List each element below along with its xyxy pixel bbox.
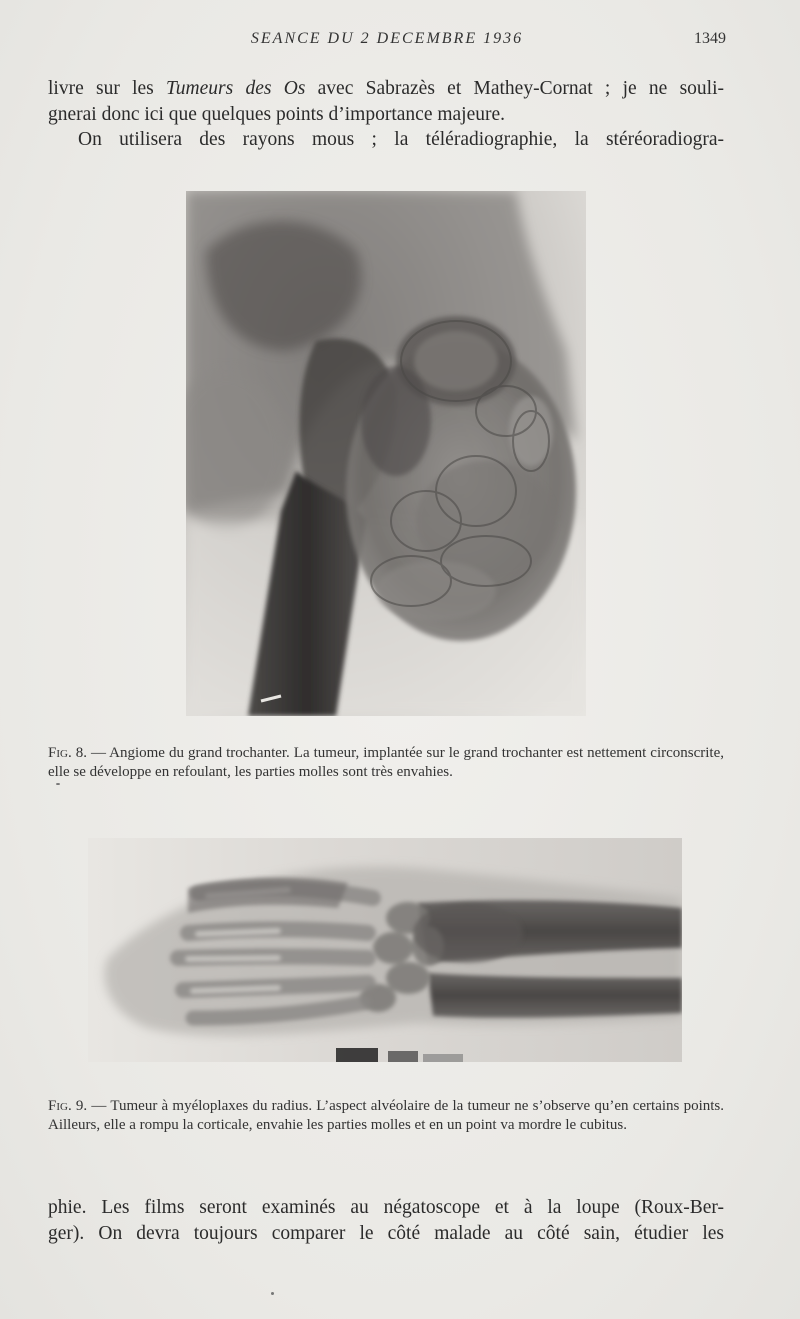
text-line: ger). On devra toujours comparer le côté malade au côté sain, étudier les <box>48 1222 724 1244</box>
running-header <box>48 30 726 52</box>
figure-9-image <box>88 838 682 1062</box>
page-number: 1349 <box>694 30 726 47</box>
caption-label: Fig. 8. — <box>48 745 106 761</box>
top-paragraph <box>48 76 724 153</box>
print-speck <box>56 783 60 785</box>
text-line: livre sur les Tumeurs des Os avec Sabrazès et Mathey-Cornat ; je ne souli- <box>48 78 724 99</box>
caption-text: Angiome du grand trochanter. La tumeur, implantée sur le grand trochanter est nettement circonscrite, elle se développe en refoulant, les parties molles sont très envahies. <box>48 745 724 780</box>
figure-9-caption <box>48 1097 724 1134</box>
caption-text: Tumeur à myéloplaxes du radius. L’aspect alvéolaire de la tumeur ne s’observe qu’en certains points. Ailleurs, elle a rompu la corticale, envahie les parties molles et en un point va mordre le cubitus. <box>48 1098 725 1133</box>
print-speck <box>271 1292 274 1295</box>
figure-8-image <box>186 191 586 716</box>
text-line: On utilisera des rayons mous ; la téléradiographie, la stéréoradiogra- <box>78 129 724 150</box>
text-line: phie. Les films seront examinés au négatoscope et à la loupe (Roux-Ber- <box>48 1197 724 1218</box>
xray-femur-image <box>186 191 586 716</box>
xray-forearm-hand-image <box>88 838 682 1062</box>
header-title: SEANCE DU 2 DECEMBRE 1936 <box>250 30 524 47</box>
bottom-paragraph <box>48 1195 724 1246</box>
caption-label: Fig. 9. — <box>48 1098 107 1114</box>
text-line: gnerai donc ici que quelques points d’importance majeure. <box>48 103 506 125</box>
figure-8-caption <box>48 744 724 781</box>
